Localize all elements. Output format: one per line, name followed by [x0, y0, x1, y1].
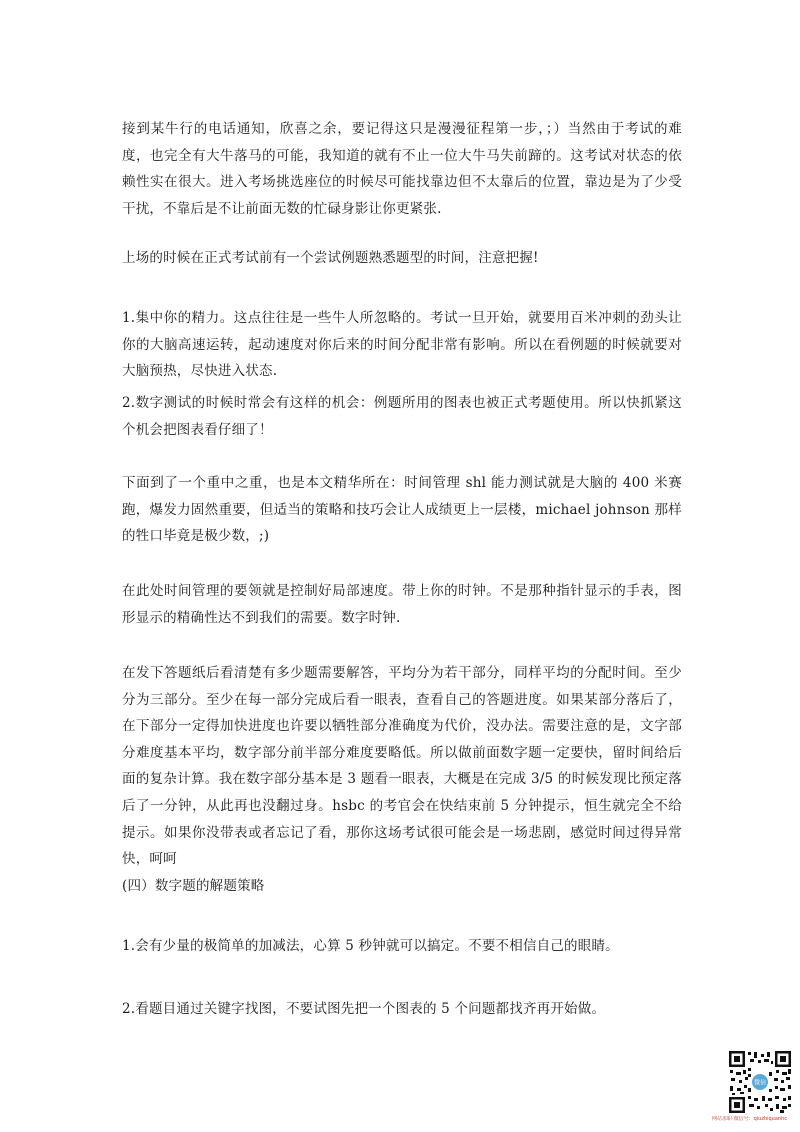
paragraph-tip-focus: 1.集中你的精力。这点往往是一些牛人所忽略的。考试一旦开始，就要用百米冲刺的劲头让你的大脑高速运转，起动速度对你后来的时间分配非常有影响。所以在看例题的时候就要对大脑预热，尽快进入状态.: [122, 310, 682, 380]
qr-center-label: 微信: [753, 1079, 767, 1087]
qr-code-icon: [728, 1050, 792, 1114]
paragraph-practice-time: 上场的时候在正式考试前有一个尝试例题熟悉题型的时间，注意把握!: [122, 250, 539, 266]
paragraph-intro: 接到某牛行的电话通知，欣喜之余，要记得这只是漫漫征程第一步，；）当然由于考试的难度，也完全有大牛落马的可能，我知道的就有不止一位大牛马失前蹄的。这考试对状态的依赖性实在很大。进入考场挑选座位的时候尽可能找靠边但不太靠后的位置，靠边是为了少受干扰，不靠后是不让前面无数的忙碌身影让你更紧张.: [122, 121, 682, 217]
paragraph-time-management: 下面到了一个重中之重，也是本文精华所在：时间管理 shl 能力测试就是大脑的 400 米赛跑，爆发力固然重要，但适当的策略和技巧会让人成绩更上一层楼，michael johnson 那样的牲口毕竟是极少数，;): [122, 475, 682, 545]
paragraph-pacing: 在发下答题纸后看清楚有多少题需要解答，平均分为若干部分，同样平均的分配时间。至少分为三部分。至少在每一部分完成后看一眼表，查看自己的答题进度。如果某部分落后了，在下部分一定得加快进度也许要以牺牲部分准确度为代价，没办法。需要注意的是，文字部分难度基本平均，数字部分前半部分难度要略低。所以做前面数字题一定要快，留时间给后面的复杂计算。我在数字部分基本是 3 题看一眼表，大概是在完成 3/5 的时候发现比预定落后了一分钟，从此再也没翻过身。hsbc 的考官会在快结束前 5 分钟提示，恒生就完全不给提示。如果你没带表或者忘记了看，那你这场考试很可能会是一场悲剧，感觉时间过得异常快，呵呵: [122, 665, 682, 868]
section-heading-numeric-strategy: (四）数字题的解题策略: [122, 878, 265, 894]
paragraph-clock: 在此处时间管理的要领就是控制好局部速度。带上你的时钟。不是那种指针显示的手表，图形显示的精确性达不到我们的需要。数字时钟.: [122, 583, 682, 626]
paragraph-tip-charts: 2.数字测试的时候时常会有这样的机会：例题所用的图表也被正式考题使用。所以快抓紧这个机会把图表看仔细了！: [122, 395, 682, 438]
paragraph-strategy-2: 2.看题目通过关键字找图，不要试图先把一个图表的 5 个问题都找齐再开始做。: [122, 1001, 606, 1017]
qr-caption: 网站求职·微信号：qiuzhiquanhc: [712, 1116, 787, 1122]
paragraph-strategy-1: 1.会有少量的极简单的加减法，心算 5 秒钟就可以搞定。不要不相信自己的眼睛。: [122, 938, 619, 954]
